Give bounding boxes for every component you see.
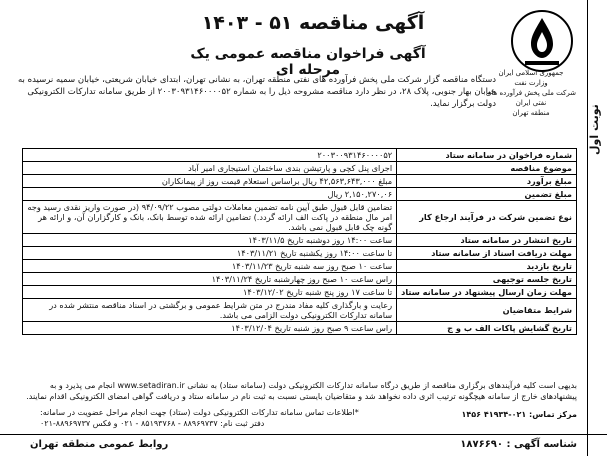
row-value: راس ساعت ۹ صبح روز شنبه تاریخ ۱۴۰۳/۱۲/۰۴ [23,322,397,335]
row-value: ساعت ۱۴:۰۰ روز دوشنبه تاریخ ۱۴۰۳/۱۱/۵ [23,234,397,247]
side-banner [587,0,607,456]
row-value: تا ساعت ۱۷ روز پنج شنبه تاریخ ۱۴۰۳/۱۲/۰۲ [23,286,397,299]
row-label: شماره فراخوان در سامانه ستاد [397,149,577,162]
row-value: ۲,۱۵۰,۲۷۰,۰۶ ریال [23,188,397,201]
row-label: نوع تضمین شرکت در فرآیند ارجاع کار [397,201,577,234]
header [8,6,583,117]
nioc-logo-icon [507,6,577,76]
row-label: مهلت زمان ارسال پیشنهاد در سامانه ستاد [397,286,577,299]
table-row [23,286,577,299]
table-row [23,299,577,322]
row-label: مبلغ برآورد [397,175,577,188]
contact-info: *اطلاعات تماس سامانه تدارکات الکترونیکی دولت (ستاد) جهت انجام مراحل عضویت در سامانه: [40,408,359,417]
footer-note: بدیهی است کلیه فرآیندهای برگزاری مناقصه از طریق درگاه سامانه تدارکات الکترونیکی دولت (سامانه ستاد) به نشانی www.setadiran.ir انجام می پذیرد و به پیشنهادهای خارج از سامانه هیچگونه ترتیب اثری داده نخواهد شد و متقاضیان بایستی نسبت به ثبت نام در سامانه ستاد و دریافت گواهی امضای الکترونیکی اقدام نمایند. [26,381,577,401]
row-label: تاریخ جلسه توجیهی [397,273,577,286]
company-line: منطقه تهران [512,109,550,117]
table-row [23,273,577,286]
table-row [23,175,577,188]
table-row [23,247,577,260]
bottom-bar [0,434,607,456]
notice-subtitle: آگهی فراخوان مناقصه عمومی یک مرحله ای [190,46,426,78]
call-center: مرکز تماس: ۰۲۱-۴۱۹۳۴ ۱۴۵۶ [461,410,577,419]
row-value: ۲۰۰۳۰۰۹۳۱۴۶۰۰۰۰۵۲ [23,149,397,162]
row-value: تضامین قابل قبول طبق آیین نامه تضمین معاملات دولتی مصوب ۹۴/۰۹/۲۲ (در صورت واریز نقدی رسید وجه امر مال منطقه در پاکت الف ارائه گردد.) تضامین ارائه شده توسط بانک، بانک و کارگزاران آن، و ارائه هر گونه چک قابل قبول نمی باشد. [23,201,397,234]
table-row [23,201,577,234]
row-value: اجرای پنل کچی و پارتیشن بندی ساختمان استیجاری امیر آباد [23,162,397,175]
tender-details-table [22,148,577,335]
row-value: مبلغ ۴۲,۵۶۳,۶۴۳,۰۰۰ ریال براساس استعلام قیمت روز از پیمانکاران [23,175,397,188]
table-row [23,234,577,247]
row-value: تا ساعت ۱۴:۰۰ روز یکشنبه تاریخ ۱۴۰۳/۱۱/۲۱ [23,247,397,260]
phone-numbers: دفتر ثبت نام: ۸۸۹۶۹۷۳۷ - ۸۵۱۹۳۷۶۸ - ۰۲۱ و فکس ۸۸۹۶۹۷۳۷-۰۲۱ [40,419,265,428]
row-label: مهلت دریافت اسناد از سامانه ستاد [397,247,577,260]
ad-id: شناسه آگهی : ۱۸۷۶۶۹۰ [460,439,577,450]
table-row [23,322,577,335]
table-row [23,149,577,162]
row-label: شرایط متقاضیان [397,299,577,322]
company-line: جمهوری اسلامی ایران [498,69,564,77]
row-label: تاریخ انتشار در سامانه ستاد [397,234,577,247]
side-banner-text: نوبت اول [588,104,601,156]
notice-title: آگهی مناقصه ۵۱ - ۱۴۰۳ [201,12,425,34]
row-label: مبلغ تضمین [397,188,577,201]
row-value: ساعت ۱۰ صبح روز سه شنبه تاریخ ۱۴۰۳/۱۱/۲۳ [23,260,397,273]
table-row [23,162,577,175]
table-row [23,260,577,273]
row-label: تاریخ بازدید [397,260,577,273]
row-value: راس ساعت ۱۰ صبح روز چهارشنبه تاریخ ۱۴۰۳/۱۱/۲۴ [23,273,397,286]
pr-office: روابط عمومی منطقه تهران [30,439,169,450]
company-line: وزارت نفت [514,79,548,87]
table-row [23,188,577,201]
row-value: رعایت و بارگذاری کلیه مفاد مندرج در متن شرایط عمومی و برگشتی در اسناد مناقصه منتشر شده در سامانه تدارکات الکترونیکی دولت الزامی می باشد. [23,299,397,322]
company-line: شرکت ملی پخش فرآورده های نفتی ایران [485,89,577,107]
row-label: تاریخ گشایش پاکات الف ب و ج [397,322,577,335]
row-label: موضوع مناقصه [397,162,577,175]
intro-paragraph: دستگاه مناقصه گزار شرکت ملی پخش فرآورده های نفتی منطقه تهران، به نشانی تهران، ابتدای خیابان شریعتی، خیابان سمیه نرسیده به خیابان بهار جنوبی، پلاک ۲۸، در نظر دارد مناقصه مشروحه ذیل را به شماره ۲۰۰۳۰۹۳۱۴۶۰۰۰۰۵۲ از طریق سامانه تدارکات الکترونیکی دولت برگزار نماید. [18,75,496,109]
company-name-block [483,68,579,118]
